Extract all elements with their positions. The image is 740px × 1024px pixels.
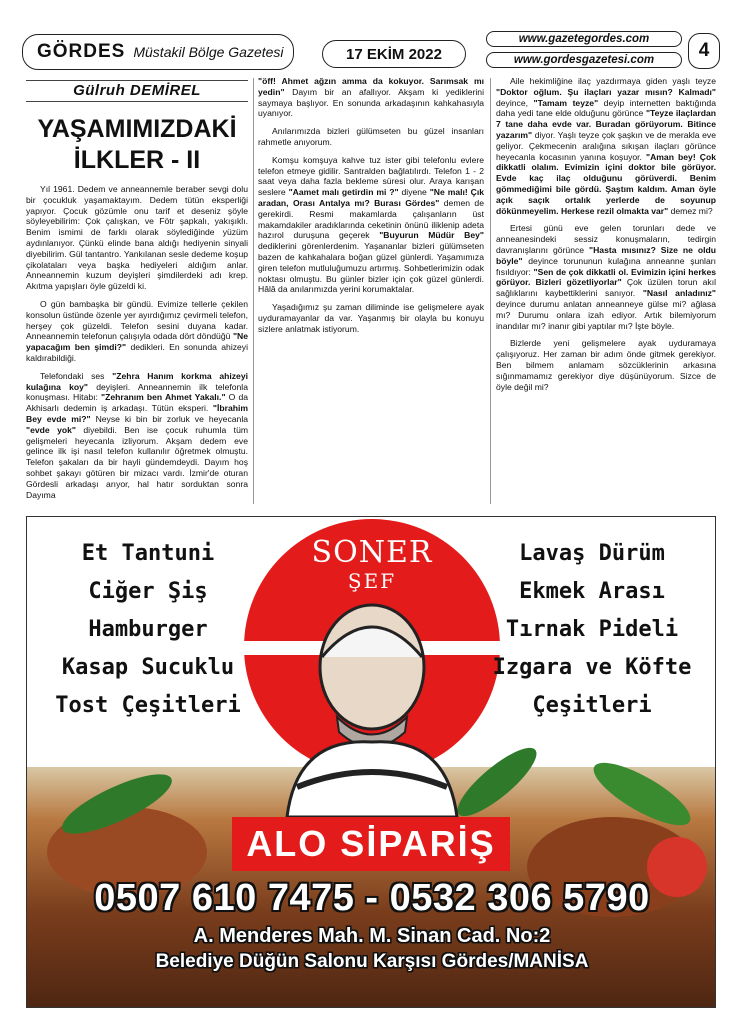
menu-list-left [43,535,253,725]
restaurant-advertisement [26,516,716,1008]
chef-face-illustration [320,605,424,729]
address-line-2: Belediye Düğün Salonu Karşısı Gördes/MANİSA [155,951,589,972]
menu-item: Kasap Sucuklu [61,655,235,680]
article-title [26,114,248,176]
paragraph: Aile hekimliğine ilaç yazdırmaya giden yaşlı teyze "Doktor oğlum. Şu ilaçları yazar mısın? Kalmadı" deyince, "Tamam teyze" deyip internetten baktığında daha yedi tane elde olduğunu görünce "Teyze ilaçlardan 7 tane daha evde var. Buradan görüyorum. Bitince yazarım" diyor. Yaşlı teyze çok şaşkın ve de merakla eve geliyor. Çekmecenin aralığına sıkışan ilaçları görünce heyecanla kocasının yanına koşuyor. "Aman bey! Çok dikkatli olalım. Evimizin içini doktor bile görüyor. Evde kaç ilaç olduğunu görüverdi. Benim gömmediğimi bile gördü. Şaştım kaldım. Aman öyle açık saçık ortalık yerlerde de soyunup dökünmeyelim. Herkese rezil olmakta var" demez mi? [496,76,717,216]
phone-numbers[interactable]: 0507 610 7475 - 0532 306 5790 [94,877,650,919]
menu-item: Lavaş Dürüm [519,541,665,566]
menu-item: Tırnak Pideli [505,617,679,642]
order-banner: ALO SİPARİŞ [232,817,510,871]
menu-item: Hamburger [88,617,208,642]
paper-name: GÖRDES [37,41,126,62]
issue-date: 17 EKİM 2022 [322,40,466,68]
paragraph: Komşu komşuya kahve tuz ister gibi telefonlu evlere telefon etmeye gidilir. Santralden bağlatılırdı. Telefon 1 - 2 saat veya daha fazla bekleme süresi olur. Araya karışan seslere "Aamet malı getirdin mi ?" diyene "Ne malı! Çık aradan, Orası Antalya mı? Burası Gördes" demen de gerekirdi. Resmi makamlarda çalışanların üst makamdakiler aradıklarında ceketinin önünü iliklenip adeta hazırol duruşuna geçerek "Buyurun Müdür Bey" dediklerini görenlerdenim. Yaşananlar bizleri gülümseten bazen de kahkahalara boğan güzel günlerdi. Yaşamımıza giren telefon mutluluğumuzu artırmış. Sohbetlerimizin odak noktası olmuştu. Bu günler bizler için çok güzel günlerdi. Hâlâ da anılarımızda yerini korumaktalar. [258,154,485,295]
brand-name: SONER [311,535,433,570]
article-column-2 [258,76,484,342]
paragraph-continued: "öff! Ahmet ağzın amma da kokuyor. Sarımsak mı yedin" Dayım bir an afallıyor. Akşam ki yediklerini saymaya başlıyor. En sonunda arkadaşının kahkahasıyla uyanıyor. [258,76,484,119]
author-name: Gülruh DEMİREL [26,80,248,102]
article [26,76,716,510]
menu-item: Ciğer Şiş [88,579,208,604]
masthead [22,34,294,70]
column-divider [490,78,491,504]
menu-item: Çeşitleri [532,693,652,718]
paragraph: Yaşadığımız şu zaman diliminde ise gelişmelere ayak uyduramayanlar da var. Yaşanmış bir olayla bu konuyu sizlere anlatmak istiyorum. [258,302,484,334]
article-column-1 [26,76,248,507]
menu-item: Ekmek Arası [519,579,665,604]
paper-subtitle: Müstakil Bölge Gazetesi [133,44,284,60]
article-title-line-2: İLKLER - II [73,146,201,174]
menu-list-right [479,535,705,725]
page-number: 4 [688,33,720,69]
brand-subtitle: ŞEF [347,569,397,593]
article-column-3 [496,76,716,399]
website-link-1[interactable]: www.gazetegordes.com [486,31,682,47]
paragraph: Telefondaki ses "Zehra Hanım korkma ahizeyi kulağına koy" deyişleri. Anneannemin ilk telefonla konuşması. Hitabı: "Zehranım ben Ahmet Yakalı." O da Akhisarlı dedemin iş arkadaşı. Tütün eksperi. "İbrahim Bey evde mi?" Neyse ki bin bir zorluk ve heyecanla "evde yok" diyebildi. Ben ise çocuk ruhumla tüm gelişmeleri heyecanla izliyorum. Akşam dedem eve gelince ilk işi nasıl telefon kullanılır öğretmek olmuştu. Telefon şakaları da bir hayli gündemdeydi. Dayım hoş sohbet şakayı götüren bir mizacı vardı. İzmir'de oturan Gördesli arkadaşı arıyor, hal hatır sorduktan sonra Dayıma [26,370,249,500]
address-line-1: A. Menderes Mah. M. Sinan Cad. No:2 [193,925,551,947]
menu-item: Et Tantuni [81,541,215,566]
newspaper-header [22,30,718,72]
paragraph: Yıl 1961. Dedem ve anneannemle beraber sevgi dolu bir çocukluk yaşamaktayım. Dedem tütün eksperliği yapıyor. Çocuk gözümle onu tarif et deseniz şöyle söyleyebilirim: Çok çalışkan, ve Fötr şapkalı, yakışıklı. Benim ismimi de farklı olarak söylediğinde yüzüm aydınlanıyor. Çünkü elinde bana aldığı hediyenin sinyali diyebilirim. Gül tantantro. Yankılanan sesle dedeme koşup çikolataları veya başka hediyeleri aldığım anlar. Anneannemin kuzum deyişleri şimdilerdeki adı krep. Akıtma yapışları öyle güzeldi ki. [26,184,248,292]
website-link-2[interactable]: www.gordesgazetesi.com [486,52,682,68]
article-title-line-1: YAŞAMIMIZDAKİ [37,115,237,143]
paragraph: O gün bambaşka bir gündü. Evimize tellerle çekilen konsolun üstünde özenle yer ayırdığımız çevirmeli telefon, herşey çok güzeldi. Telefon sesini duyana kadar. Anneannemin telefonun çalışıyla odada dört döndüğü "Ne yapacağım ben şimdi?" dedikleri. En sonunda ahizeyi kaldırabildiği. [26,298,249,363]
menu-item: Tost Çeşitleri [55,693,241,718]
column-divider [253,78,254,504]
paragraph: Anılarımızda bizleri gülümseten bu güzel insanları rahmetle anıyorum. [258,126,484,147]
paragraph: Ertesi günü eve gelen torunları dede ve anneanesindeki sessiz konuşmaların, tedirgin davranışlarını görünce "Hasta mısınız? Size ne oldu böyle" deyince torununun kulağına anneanne şunları fısıldıyor: "Sen de çok dikkatli ol. Evimizin içini herkes görüyor. Bizleri gözetliyorlar" Çok üzülen torun akıl sağlıklarını kaybettiklerini sanıyor. "Nasıl anladınız" deyince durumu anlatan anneanneye gülse mi? ağlasa mı? Durumu onlara izah ediyor. Artık bilemiyorum inandılar mı? inanır gibi yaptılar mı? İşte böyle. [496,223,717,331]
menu-item: Izgara ve Köfte [492,655,692,680]
paragraph: Bizlerde yeni gelişmelere ayak uyduramaya çalışıyoruz. Her zaman bir adım önde gitmek gerekiyor. Ben bilmem anlamam sözcüklerinin arkasına sığınmamamız gerekiyor diye düşünüyorum. Sizce de öyle değil mi? [496,338,716,392]
